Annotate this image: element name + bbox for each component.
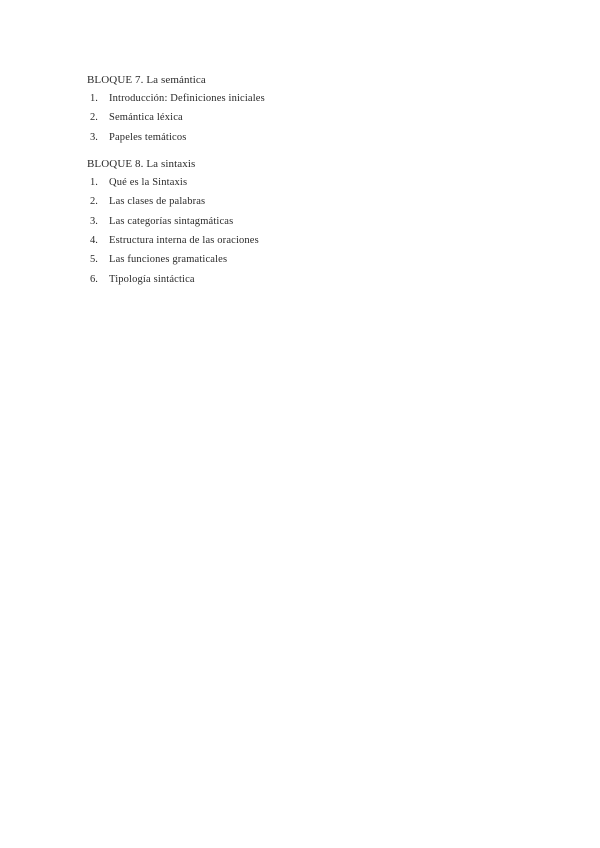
section-title: BLOQUE 7. La semántica — [87, 74, 206, 86]
list-item — [87, 252, 527, 268]
item-number: 5. — [90, 254, 98, 266]
list-item — [87, 194, 527, 210]
item-number: 2. — [90, 112, 98, 124]
list-item — [87, 91, 527, 107]
section-bloque-7 — [87, 72, 527, 146]
list-item — [87, 130, 527, 146]
item-label: Semántica léxica — [109, 112, 183, 124]
item-label: Las categorías sintagmáticas — [109, 215, 234, 227]
list-item — [87, 233, 527, 249]
item-label: Tipología sintáctica — [109, 273, 195, 285]
item-number: 1. — [90, 176, 98, 188]
topic-list — [87, 175, 527, 288]
section-bloque-8 — [87, 156, 527, 288]
list-item — [87, 110, 527, 126]
item-number: 6. — [90, 273, 98, 285]
list-item — [87, 214, 527, 230]
item-number: 1. — [90, 93, 98, 104]
item-label: Estructura interna de las oraciones — [109, 234, 259, 246]
document-page — [87, 72, 527, 298]
item-number: 3. — [90, 215, 98, 227]
item-label: Introducción: Definiciones iniciales — [109, 93, 265, 104]
item-label: Qué es la Sintaxis — [109, 176, 188, 188]
topic-list — [87, 91, 527, 146]
item-number: 2. — [90, 196, 98, 208]
item-number: 3. — [90, 131, 98, 143]
list-item — [87, 175, 527, 191]
section-title: BLOQUE 8. La sintaxis — [87, 157, 196, 170]
list-item — [87, 272, 527, 288]
item-label: Papeles temáticos — [109, 131, 187, 143]
item-number: 4. — [90, 234, 98, 246]
item-label: Las funciones gramaticales — [109, 254, 228, 266]
item-label: Las clases de palabras — [109, 196, 206, 208]
